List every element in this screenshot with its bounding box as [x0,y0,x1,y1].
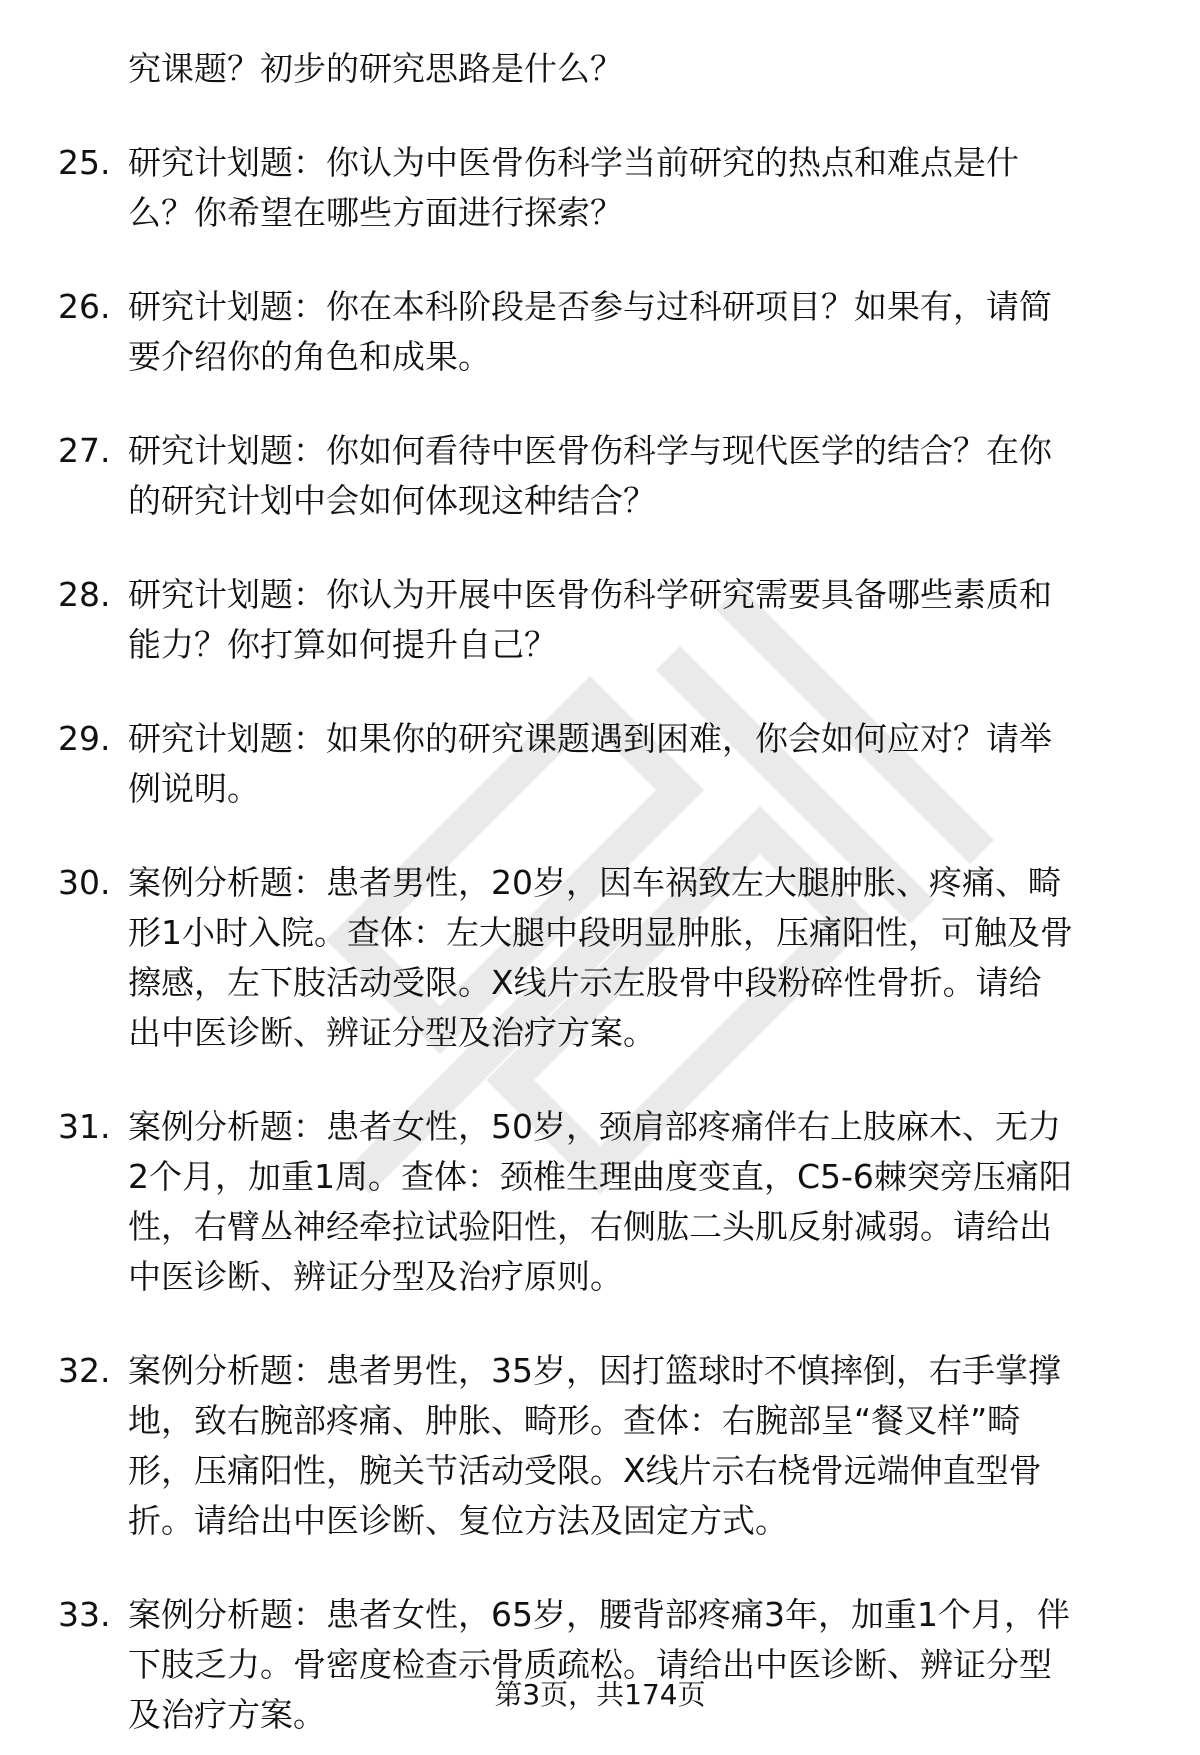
question-item [58,1102,1148,1302]
question-text: 案例分析题：患者女性，50岁，颈肩部疼痛伴右上肢麻木、无力 2个月，加重1周。查体：颈椎生理曲度变直，C5-6棘突旁压痛阳 性，右臂丛神经牵拉试验阳性，右侧肱二头肌反射减弱。请给出 中医诊断、辨证分型及治疗原则。 [128,1107,1072,1296]
question-text: 研究计划题：如果你的研究课题遇到困难，你会如何应对？请举 例说明。 [128,719,1052,808]
question-item [58,570,1148,670]
question-number: 30. [58,863,111,902]
question-list [58,44,1148,1740]
continued-question-text: 究课题？初步的研究思路是什么？ [128,49,623,88]
question-text: 研究计划题：你在本科阶段是否参与过科研项目？如果有，请简 要介绍你的角色和成果。 [128,287,1052,376]
question-text: 案例分析题：患者男性，20岁，因车祸致左大腿肿胀、疼痛、畸 形1小时入院。查体：左大腿中段明显肿胀，压痛阳性，可触及骨 擦感，左下肢活动受限。X线片示左股骨中段粉碎性骨折。请给 出中医诊断、辨证分型及治疗方案。 [128,863,1073,1052]
question-item [58,714,1148,814]
question-item [58,282,1148,382]
question-number: 27. [58,431,111,470]
question-number: 31. [58,1107,111,1146]
question-text: 案例分析题：患者男性，35岁，因打篮球时不慎摔倒，右手掌撑 地，致右腕部疼痛、肿胀、畸形。查体：右腕部呈“餐叉样”畸 形，压痛阳性，腕关节活动受限。X线片示右桡骨远端伸直型骨 折。请给出中医诊断、复位方法及固定方式。 [128,1351,1061,1540]
question-number: 25. [58,143,111,182]
question-item [58,426,1148,526]
question-text: 研究计划题：你认为开展中医骨伤科学研究需要具备哪些素质和 能力？你打算如何提升自己？ [128,575,1052,664]
question-item [58,1590,1148,1740]
question-item [58,858,1148,1058]
question-number: 32. [58,1351,111,1390]
question-item [58,1346,1148,1546]
question-number: 28. [58,575,111,614]
question-text: 研究计划题：你认为中医骨伤科学当前研究的热点和难点是什 么？你希望在哪些方面进行探索？ [128,143,1019,232]
question-item [58,138,1148,238]
question-number: 29. [58,719,111,758]
question-number: 33. [58,1595,111,1634]
question-number: 26. [58,287,111,326]
page-footer: 第3页，共174页 [494,1678,706,1711]
question-text: 研究计划题：你如何看待中医骨伤科学与现代医学的结合？在你 的研究计划中会如何体现这种结合？ [128,431,1052,520]
question-text: 案例分析题：患者女性，65岁，腰背部疼痛3年，加重1个月，伴 下肢乏力。骨密度检查示骨质疏松。请给出中医诊断、辨证分型 及治疗方案。 [128,1595,1070,1734]
